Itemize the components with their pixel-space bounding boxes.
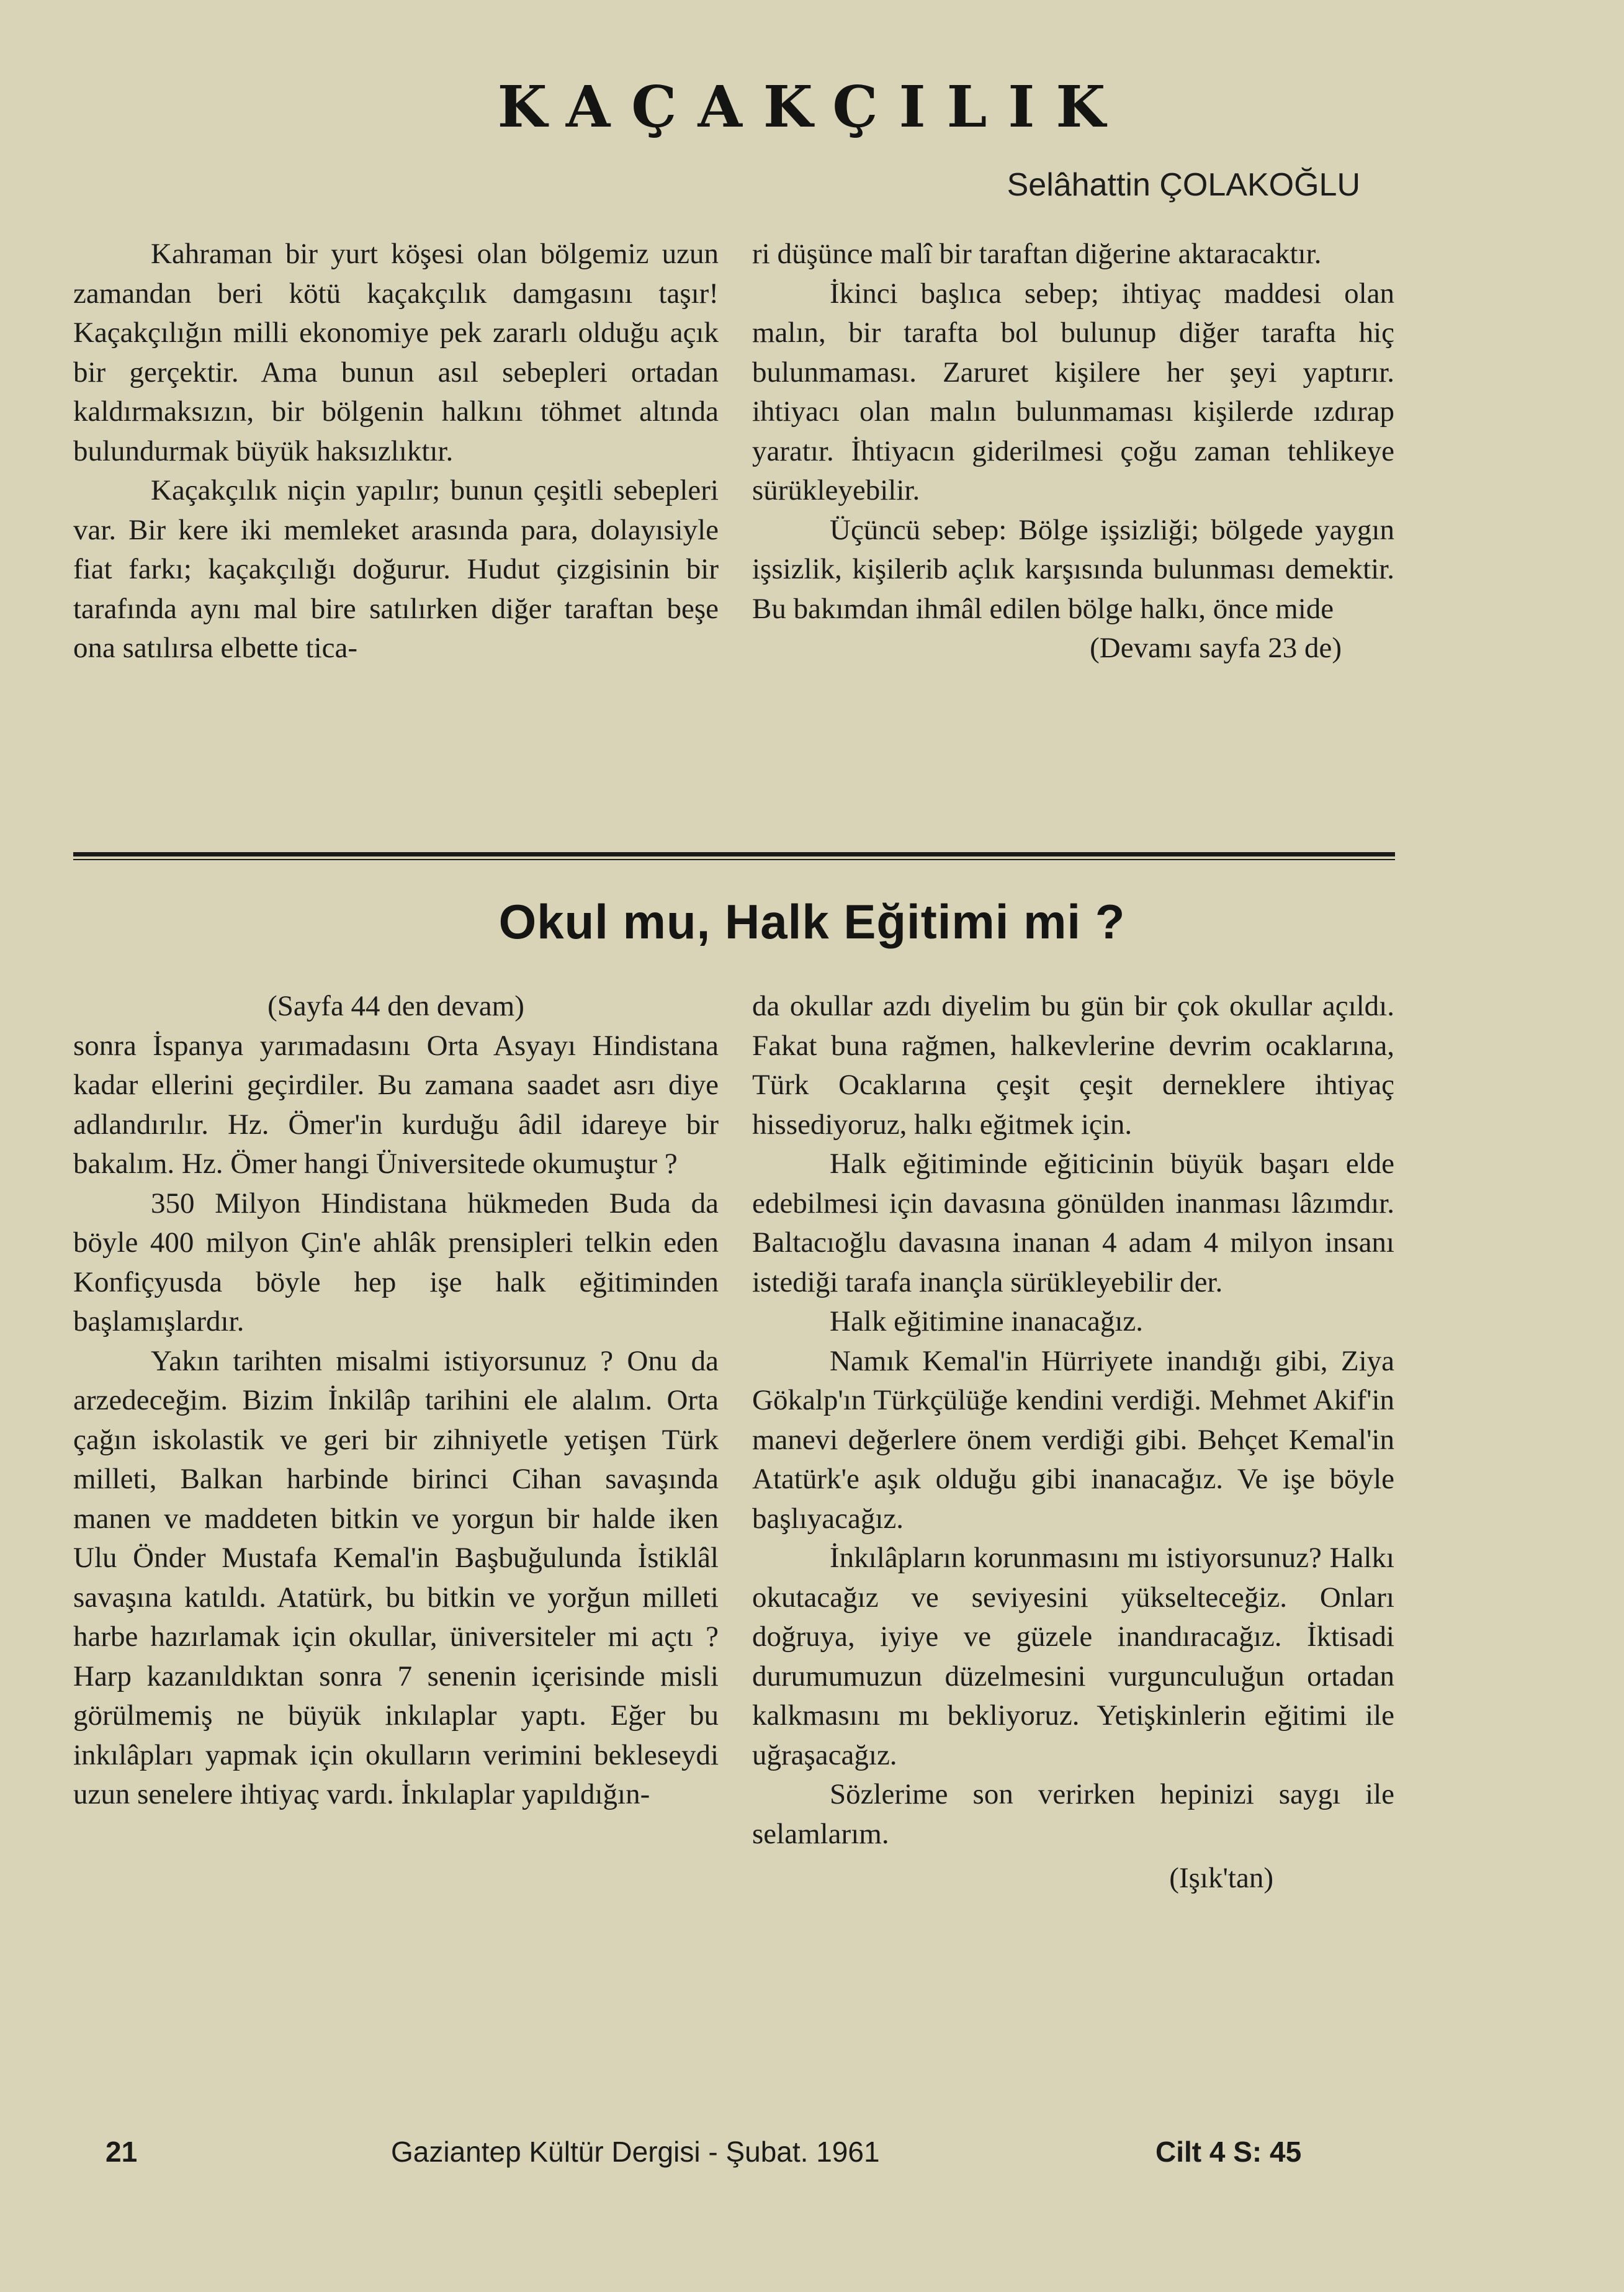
paragraph: ri düşünce malî bir taraftan diğerine aktaracaktır. <box>752 238 1322 270</box>
continued-note: (Devamı sayfa 23 de) <box>1090 632 1342 664</box>
article-title-kacakcilik: KAÇAKÇILIK <box>497 73 1127 140</box>
article-title-okul: Okul mu, Halk Eğitimi mi ? <box>498 894 1126 949</box>
paragraph: Namık Kemal'in Hürriyete inandığı gibi, Ziya Gökalp'ın Türkçülüğe kendini verdiği. Mehmet Akif'in manevi değerlere önem verdiği gibi. Behçet Kemal'in Atatürk'e aşık olduğu gibi inanacağız. Ve işe böyle başlıyacağız. <box>752 1344 1394 1535</box>
source-note: (Işık'tan) <box>1169 1862 1273 1894</box>
section-divider-thin <box>73 859 1395 860</box>
volume-issue: Cilt 4 S: 45 <box>1155 2136 1302 2168</box>
paragraph: Üçüncü sebep: Bölge işsizliği; bölgede yaygın işsizlik, kişilerib açlık karşısında bulunması demektir. Bu bakımdan ihmâl edilen bölge halkı, önce mide <box>752 513 1394 625</box>
article1-column-right <box>752 235 1394 668</box>
paragraph: Yakın tarihten misalmi istiyorsunuz ? Onu da arzedeceğim. Bizim İnkilâp tarihini ele alalım. Orta çağın iskolastik ve geri bir zihniyetle yetişen Türk milleti, Balkan harbinde birinci Cihan savaşında manen ve maddeten bitkin ve yorgun bir halde iken Ulu Önder Mustafa Kemal'in Başbuğulunda İstiklâl savaşına katıldı. Atatürk, bu bitkin ve yorğun milleti harbe hazırlamak için okullar, üniversiteler mi açtı ? Harp kazanıldıktan sonra 7 senenin içerisinde misli görülmemiş ne büyük inkılaplar yaptı. Eğer bu inkılâpları yapmak için okulların verimini bekleseydi uzun senelere ihtiyaç vardı. İnkılaplar yapıldığın- <box>73 1344 719 1810</box>
paragraph: da okullar azdı diyelim bu gün bir çok okullar açıldı. Fakat buna rağmen, halkevlerine devrim ocaklarına, Türk Ocaklarına çeşit çeşit derneklere ihtiyaç hissediyoruz, halkı eğitmek için. <box>752 990 1394 1141</box>
article1-column-left <box>73 235 719 668</box>
article-author: Selâhattin ÇOLAKOĞLU <box>1007 167 1360 203</box>
article2-column-right <box>752 987 1394 1899</box>
paragraph: İkinci başlıca sebep; ihtiyaç maddesi olan malın, bir tarafta bol bulunup diğer tarafta hiç bulunmaması. Zaruret kişilere her şeyi yaptırır. ihtiyacı olan malın bulunmaması kişilerde ızdırap yaratır. İhtiyacın giderilmesi çoğu zaman tehlikeye sürükleyebilir. <box>752 277 1394 506</box>
paragraph: Sözlerime son verirken hepinizi saygı ile selamlarım. <box>752 1778 1394 1850</box>
paragraph: Kaçakçılık niçin yapılır; bunun çeşitli sebepleri var. Bir kere iki memleket arasında para, dolayısiyle fiat farkı; kaçakçılığı doğurur. Hudut çizgisinin bir tarafında aynı mal bire satılırken diğer taraftan beşe ona satılırsa elbette tica- <box>73 474 719 664</box>
magazine-name: Gaziantep Kültür Dergisi - Şubat. 1961 <box>391 2136 880 2168</box>
paragraph: 350 Milyon Hindistana hükmeden Buda da böyle 400 milyon Çin'e ahlâk prensipleri telkin eden Konfiçyusda böyle hep işe halk eğitiminden başlamışlardır. <box>73 1187 719 1337</box>
page-number: 21 <box>105 2136 138 2168</box>
paragraph: Halk eğitiminde eğiticinin büyük başarı elde edebilmesi için davasına gönülden inanması lâzımdır. Baltacıoğlu davasına inanan 4 adam 4 milyon insanı istediği tarafa inançla sürükleyebilir der. <box>752 1148 1394 1298</box>
continued-from-note: (Sayfa 44 den devam) <box>267 990 524 1022</box>
article2-column-left <box>73 987 719 1815</box>
section-divider <box>73 852 1395 856</box>
page-footer <box>0 2135 1624 2178</box>
paragraph: Kahraman bir yurt köşesi olan bölgemiz uzun zamandan beri kötü kaçakçılık damgasını taşır! Kaçakçılığın milli ekonomiye pek zararlı olduğu açık bir gerçektir. Ama bunun asıl sebepleri ortadan kaldırmaksızın, bir bölgenin halkını töhmet altında bulundurmak büyük haksızlıktır. <box>73 238 719 467</box>
paragraph: Halk eğitimine inanacağız. <box>830 1305 1144 1337</box>
paragraph: sonra İspanya yarımadasını Orta Asyayı Hindistana kadar ellerini geçirdiler. Bu zamana saadet asrı diye adlandırılır. Hz. Ömer'in kurduğu âdil idareye bir bakalım. Hz. Ömer hangi Üniversitede okumuştur ? <box>73 1029 719 1180</box>
paragraph: İnkılâpların korunmasını mı istiyorsunuz? Halkı okutacağız ve seviyesini yükselteceğiz. Onları doğruya, iyiye ve güzele inandıracağız. İktisadi durumumuzun düzelmesini vurgunculuğun ortadan kalkmasını mı bekliyoruz. Yetişkinlerin eğitimi ile uğraşacağız. <box>752 1542 1394 1771</box>
